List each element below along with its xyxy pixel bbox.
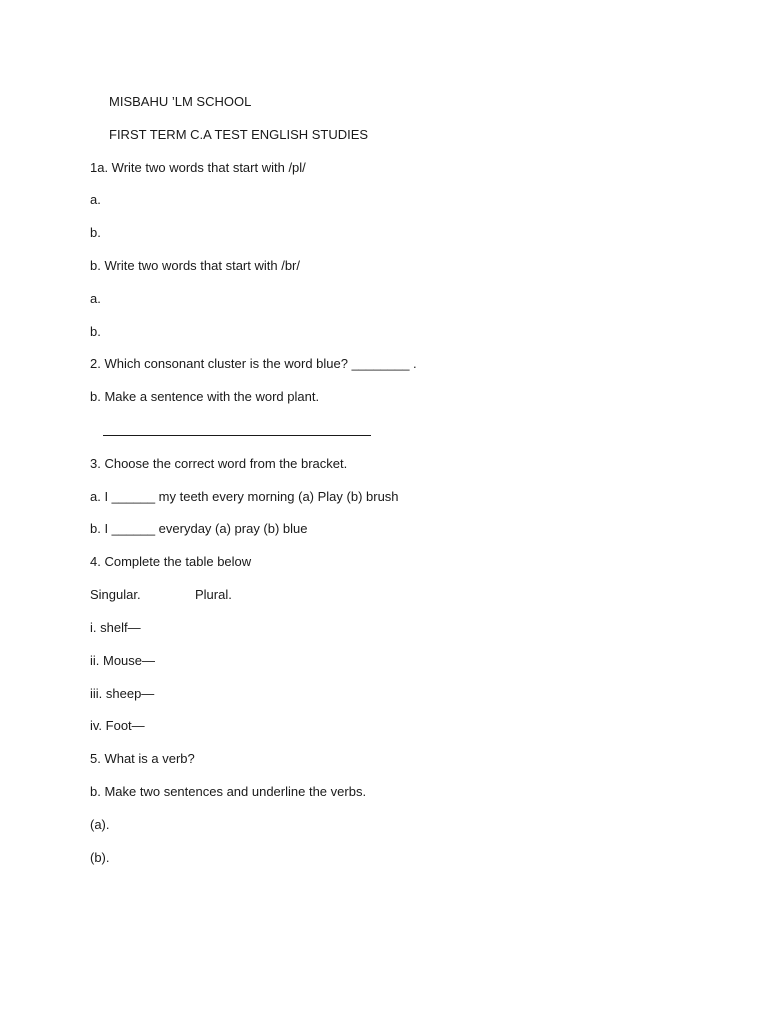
question-5b-prompt: b. Make two sentences and underline the verbs. (90, 784, 367, 799)
question-1a-prompt: 1a. Write two words that start with /pl/ (90, 160, 306, 175)
table-header-plural: Plural. (195, 587, 232, 602)
question-5-prompt: 5. What is a verb? (90, 751, 195, 766)
question-1a-item-a: a. (90, 192, 101, 207)
question-5b-item-b: (b). (90, 850, 110, 865)
table-row: ii. Mouse— (90, 653, 156, 668)
table-row: i. shelf— (90, 620, 141, 635)
question-3-prompt: 3. Choose the correct word from the bracket. (90, 456, 348, 471)
table-row: iii. sheep— (90, 686, 155, 701)
answer-blank-line (103, 435, 371, 436)
table-row: iv. Foot— (90, 718, 145, 733)
question-1b-prompt: b. Write two words that start with /br/ (90, 258, 300, 273)
table-header-singular: Singular. (90, 587, 141, 602)
question-4-prompt: 4. Complete the table below (90, 554, 252, 569)
question-2a-prompt: 2. Which consonant cluster is the word blue? ________ . (90, 356, 417, 371)
school-name: MISBAHU ’LM SCHOOL (109, 94, 252, 109)
question-1b-item-b: b. (90, 324, 101, 339)
test-title: FIRST TERM C.A TEST ENGLISH STUDIES (109, 127, 369, 142)
question-3-item-a: a. I ______ my teeth every morning (a) Play (b) brush (90, 489, 399, 504)
question-3-item-b: b. I ______ everyday (a) pray (b) blue (90, 521, 308, 536)
question-5b-item-a: (a). (90, 817, 110, 832)
question-1b-item-a: a. (90, 291, 101, 306)
question-2b-prompt: b. Make a sentence with the word plant. (90, 389, 320, 404)
question-1a-item-b: b. (90, 225, 101, 240)
